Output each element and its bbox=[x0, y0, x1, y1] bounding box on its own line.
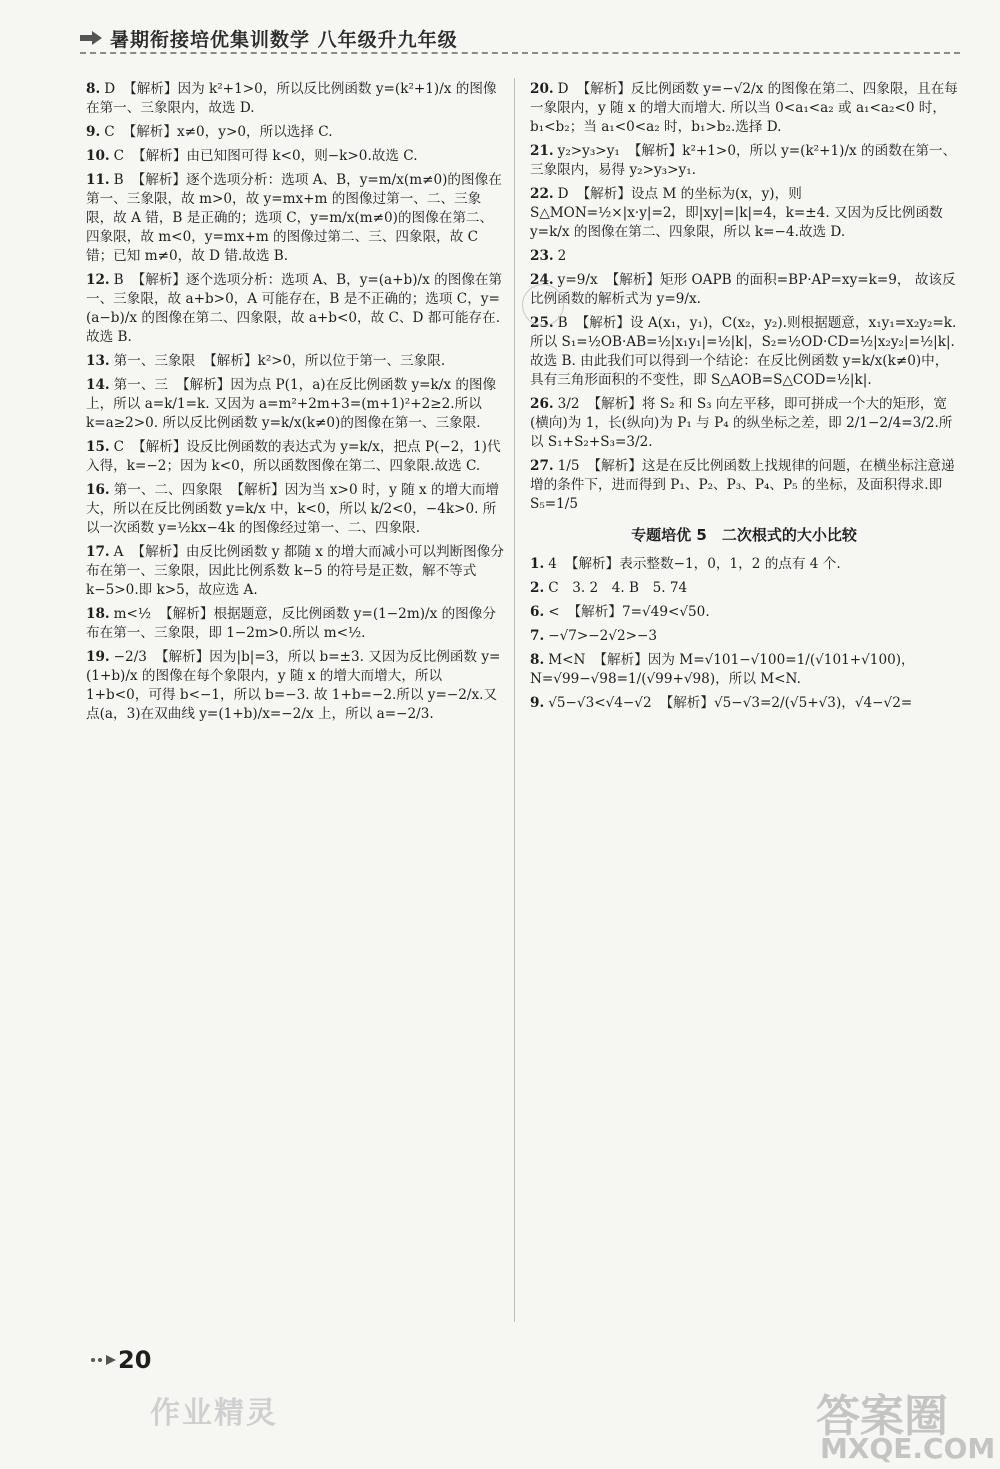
stamp-watermark bbox=[522, 284, 564, 326]
answer-item: 24. y=9/x 【解析】矩形 OAPB 的面积=BP·AP=xy=k=9， 故该反比例函数的解析式为 y=9/x. bbox=[530, 272, 956, 307]
answer-item: 7. −√7>−2√2>−3 bbox=[530, 628, 658, 644]
answer-item: 17. A 【解析】由反比例函数 y 都随 x 的增大而减小可以判断图像分布在第一、三象限，因此比例系数 k−5 的符号是正数，解不等式 k−5>0.即 k>5，故应选 A. bbox=[86, 544, 504, 598]
section-title: 专题培优 5 二次根式的大小比较 bbox=[631, 526, 857, 544]
arrow-icon bbox=[80, 31, 102, 45]
answer-item: 23. 2 bbox=[530, 248, 567, 264]
answer-item: 18. m<½ 【解析】根据题意，反比例函数 y=(1−2m)/x 的图像分布在第一、三象限，即 1−2m>0.所以 m<½. bbox=[86, 606, 496, 641]
left-column bbox=[86, 80, 506, 729]
answer-item: 10. C 【解析】由已知图可得 k<0，则−k>0.故选 C. bbox=[86, 148, 418, 164]
right-column bbox=[530, 80, 958, 718]
page-header bbox=[80, 24, 960, 52]
answer-item: 15. C 【解析】设反比例函数的表达式为 y=k/x，把点 P(−2，1)代入得，k=−2；因为 k<0，所以函数图像在第二、四象限.故选 C. bbox=[86, 439, 501, 474]
page-footer bbox=[90, 1346, 151, 1374]
answer-item: 8. D 【解析】因为 k²+1>0，所以反比例函数 y=(k²+1)/x 的图像在第一、三象限内，故选 D. bbox=[86, 81, 497, 116]
book-title: 暑期衔接培优集训数学 八年级升九年级 bbox=[110, 28, 458, 51]
answer-item: 2. C 3. 2 4. B 5. 74 bbox=[530, 580, 688, 596]
page-number: 20 bbox=[118, 1346, 152, 1374]
answer-item: 27. 1/5 【解析】这是在反比例函数上找规律的问题，在横坐标注意递增的条件下，进而得到 P₁、P₂、P₃、P₄、P₅ 的坐标，及面积得求.即 S₅=1/5 bbox=[530, 458, 955, 512]
answer-item: 20. D 【解析】反比例函数 y=−√2/x 的图像在第二、四象限，且在每一象限内，y 随 x 的增大而增大. 所以当 0<a₁<a₂ 或 a₁<a₂<0 时，b₁<b₂；当 a₁<0<a₂ 时，b₁>b₂.选择 D. bbox=[530, 81, 958, 135]
column-divider bbox=[514, 78, 515, 1322]
watermark-left: 作业精灵 bbox=[150, 1396, 278, 1431]
answer-item: 26. 3/2 【解析】将 S₂ 和 S₃ 向左平移，即可拼成一个大的矩形，宽(横向)为 1，长(纵向)为 P₁ 与 P₄ 的纵坐标之差，即 2/1−2/4=3/2.所以 S₁+S₂+S₃=3/2. bbox=[530, 396, 953, 450]
answer-item: 1. 4 【解析】表示整数−1，0，1，2 的点有 4 个. bbox=[530, 556, 841, 572]
watermark-right: 答案圈 bbox=[816, 1391, 948, 1442]
arrow-dots-icon bbox=[90, 1355, 116, 1365]
answer-item: 11. B 【解析】逐个选项分析：选项 A、B，y=m/x(m≠0)的图像在第一、三象限，故 m>0，故 y=mx+m 的图像过第一、二、三象限，故 A 错，B 是正确的；选项 C，y=m/x(m≠0)的图像在第二、四象限，故 m<0，y=mx+m 的图像过第二、三、四象限，故 C 错；已知 m≠0，故 D 错.故选 B. bbox=[86, 172, 502, 264]
answer-item: 14. 第一、三 【解析】因为点 P(1，a)在反比例函数 y=k/x 的图像上，所以 a=k/1=k. 又因为 a=m²+2m+3=(m+1)²+2≥2.所以 k=a≥2>0. 所以反比例函数 y=k/x(k≠0)的图像在第一、三象限. bbox=[86, 377, 497, 431]
answer-item: 6. < 【解析】7=√49<√50. bbox=[530, 604, 710, 620]
answer-item: 9. C 【解析】x≠0，y>0，所以选择 C. bbox=[86, 124, 333, 140]
answer-item: 22. D 【解析】设点 M 的坐标为(x，y)，则 S△MON=½×|x·y|=2，即|xy|=|k|=4，k=±4. 又因为反比例函数 y=k/x 的图像在第二、四象限，所以 k=−4.故选 D. bbox=[530, 186, 943, 240]
answer-item: 13. 第一、三象限 【解析】k²>0，所以位于第一、三象限. bbox=[86, 353, 446, 369]
answer-item: 16. 第一、二、四象限 【解析】因为当 x>0 时，y 随 x 的增大而增大，所以在反比例函数 y=k/x 中，k<0，所以 k/2<0，−4k>0. 所以一次函数 y=½kx−4k 的图像经过第一、二、四象限. bbox=[86, 482, 499, 536]
answer-item: 12. B 【解析】逐个选项分析：选项 A、B，y=(a+b)/x 的图像在第一、三象限，故 a+b>0，A 可能存在，B 是不正确的；选项 C，y=(a−b)/x 的图像在第二、四象限，故 a+b<0，故 C、D 都可能存在.故选 B. bbox=[86, 272, 503, 345]
watermark-url: MXQE.COM bbox=[820, 1432, 996, 1465]
answer-item: 8. M<N 【解析】因为 M=√101−√100=1/(√101+√100)，N=√99−√98=1/(√99+√98)，所以 M<N. bbox=[530, 652, 915, 687]
answer-item: 19. −2/3 【解析】因为|b|=3，所以 b=±3. 又因为反比例函数 y=(1+b)/x 的图像在每个象限内，y 随 x 的增大而增大，所以 1+b<0，可得 b<−1，所以 b=−3. 故 1+b=−2.所以 y=−2/x.又点(a，3)在双曲线 y=(1+b)/x=−2/x 上，所以 a=−2/3. bbox=[86, 649, 501, 722]
header-rule bbox=[80, 52, 960, 54]
answer-item: 25. B 【解析】设 A(x₁，y₁)，C(x₂，y₂).则根据题意，x₁y₁=x₂y₂=k. 所以 S₁=½OB·AB=½|x₁y₁|=½|k|，S₂=½OD·CD=½|x₂y₂|=½|k|.故选 B. 由此我们可以得到一个结论：在反比例函数 y=k/x(k≠0)中，具有三角形面积的不变性，即 S△AOB=S△COD=½|k|. bbox=[530, 315, 957, 388]
answer-item: 9. √5−√3<√4−√2 【解析】√5−√3=2/(√5+√3)，√4−√2= bbox=[530, 695, 913, 711]
answer-item: 21. y₂>y₃>y₁ 【解析】k²+1>0，所以 y=(k²+1)/x 的函数在第一、三象限内，易得 y₂>y₃>y₁. bbox=[530, 143, 957, 178]
